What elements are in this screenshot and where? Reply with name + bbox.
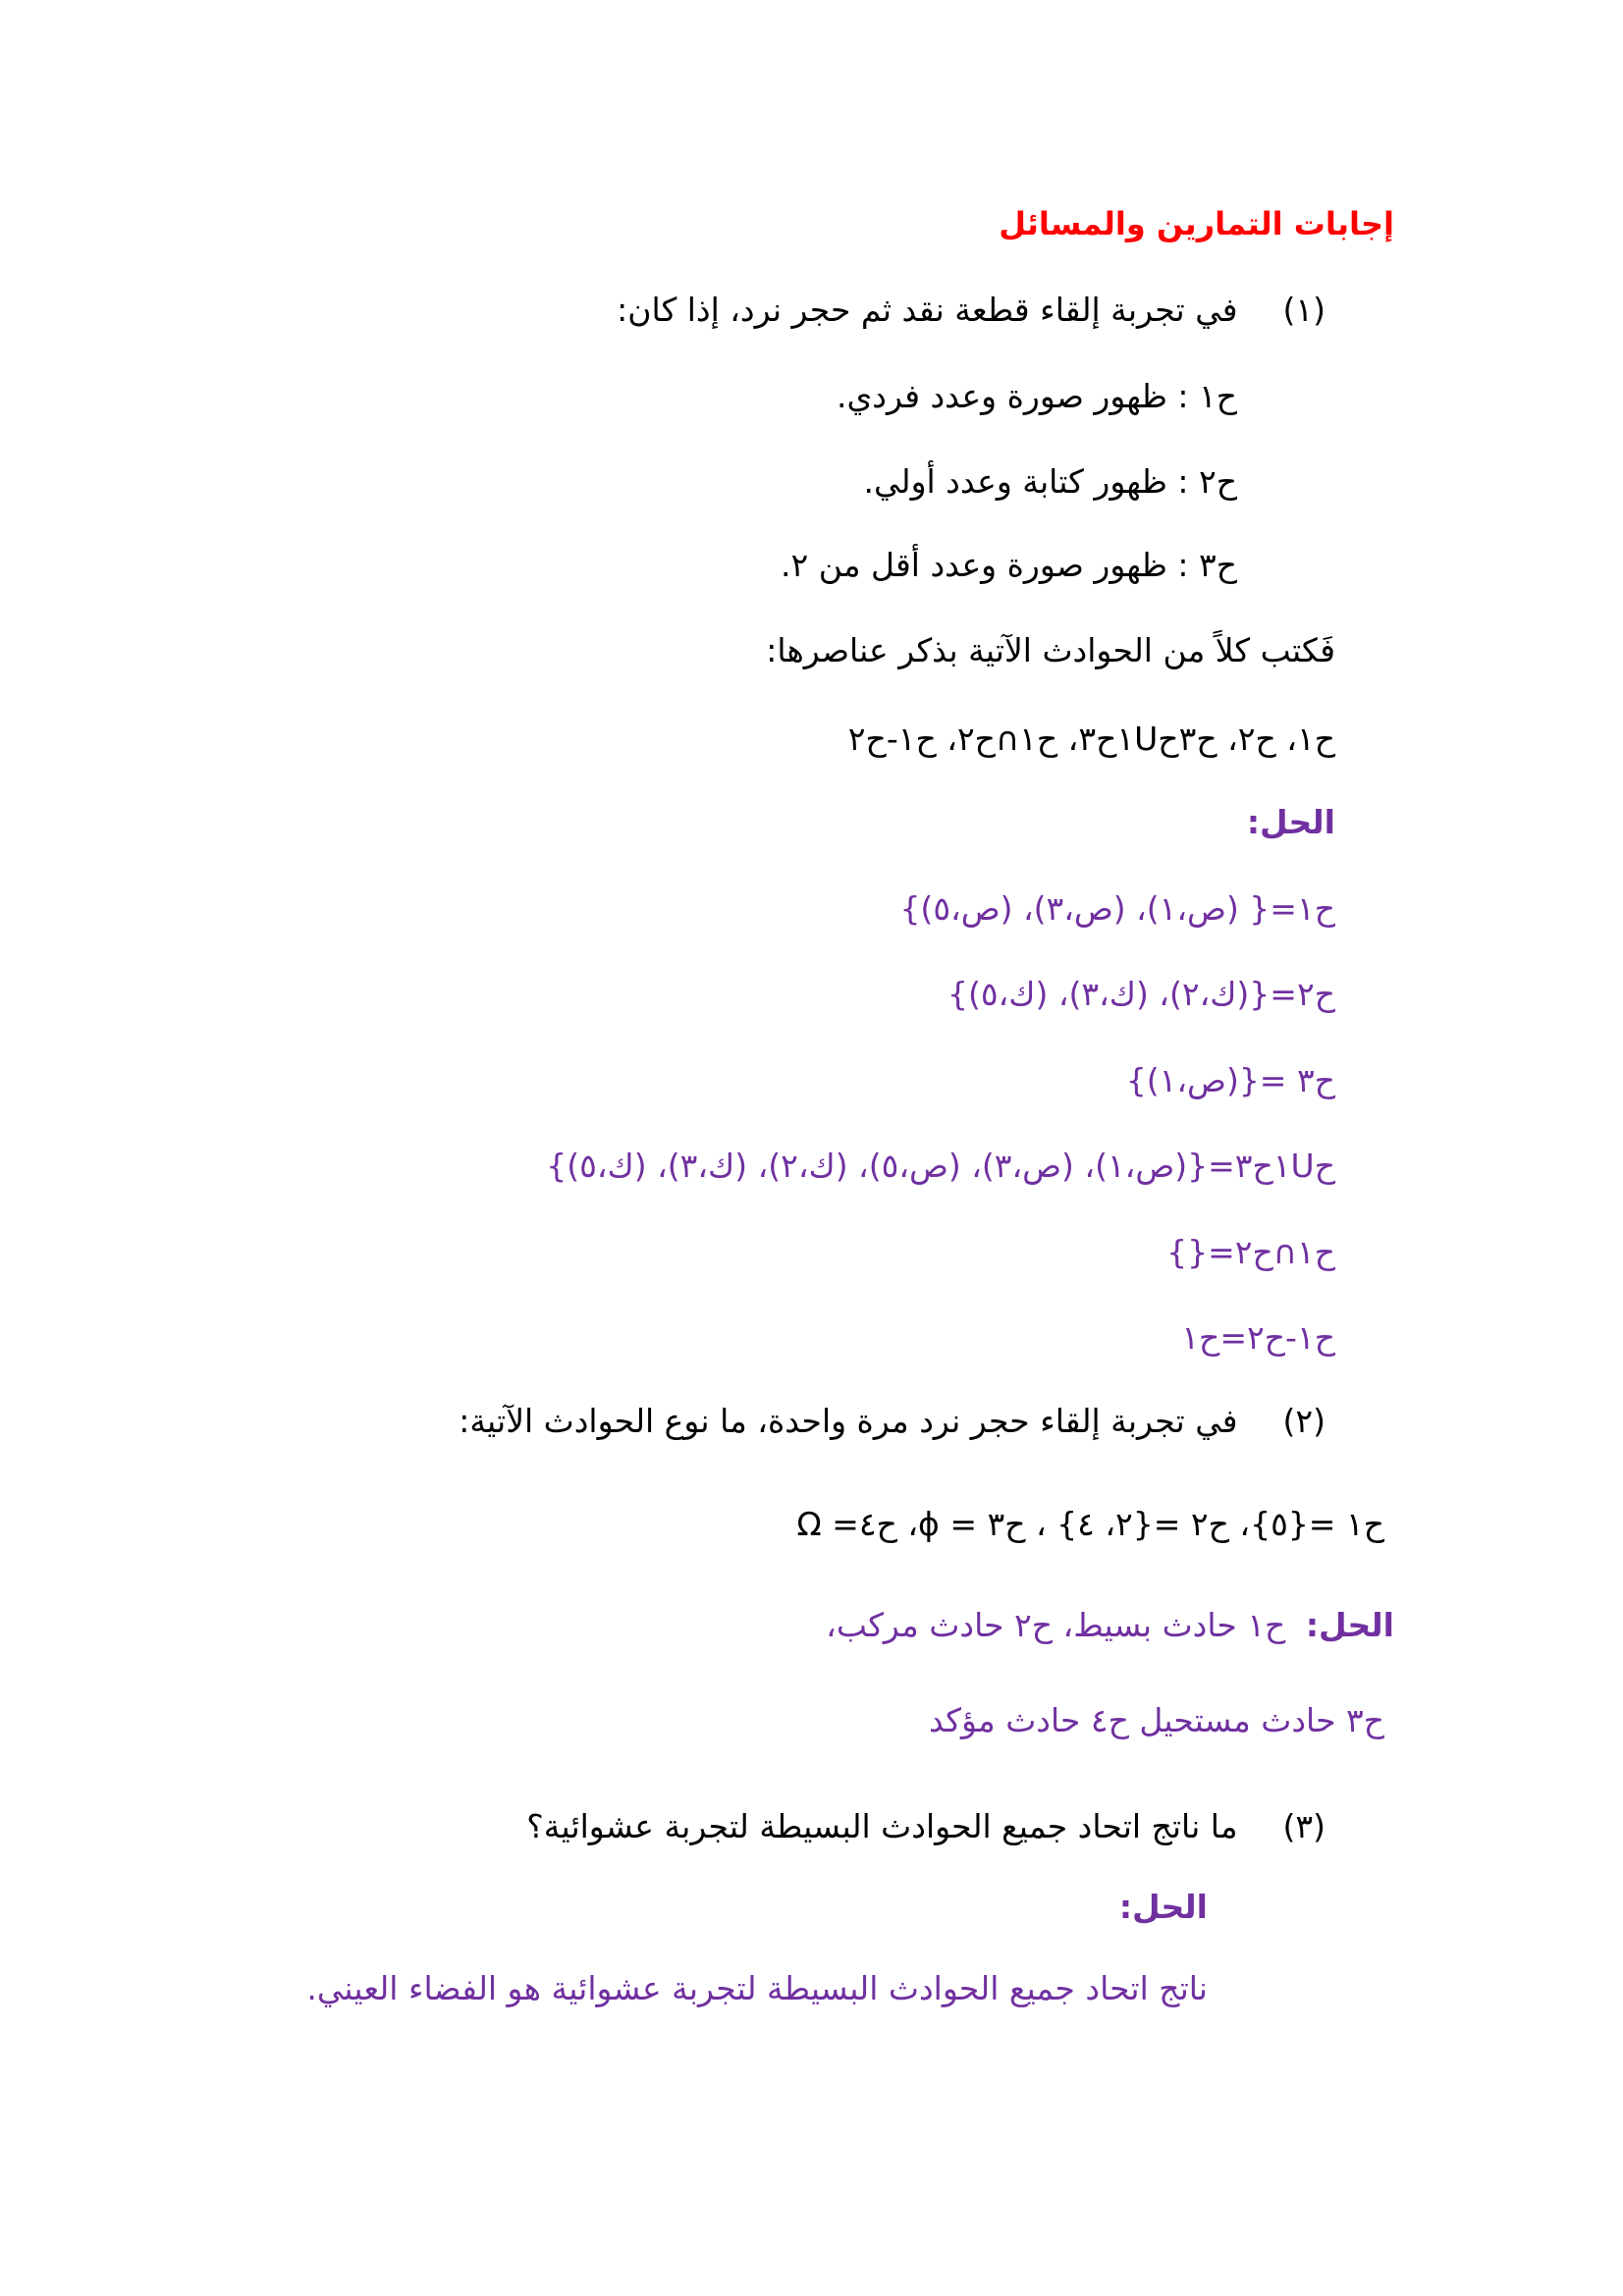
question-1-number: (١): [1282, 291, 1325, 329]
q3-answer: ناتج اتحاد جميع الحوادث البسيطة لتجربة عشوائية هو الفضاء العيني.: [306, 1969, 1208, 2007]
q1-answer-6: ح١-ح٢=ح١: [1181, 1318, 1335, 1357]
question-3: [526, 1804, 1325, 1853]
q2-solution-line-2: ح٣ حادث مستحيل ح٤ حادث مؤكد: [928, 1701, 1384, 1739]
q1-event-3: ح٣ : ظهور صورة وعدد أقل من ٢.: [781, 546, 1237, 584]
q1-instruction: فَكتب كلاً من الحوادث الآتية بذكر عناصرها:: [766, 631, 1335, 669]
question-2: [459, 1399, 1325, 1448]
q3-solution-label: الحل:: [1118, 1888, 1208, 1926]
question-2-number: (٢): [1282, 1402, 1325, 1440]
q1-events-list: ح١، ح٢، ح٣ح١Uح٣، ح١∩ح٢، ح١-ح٢: [847, 720, 1335, 758]
question-1-prompt: في تجربة إلقاء قطعة نقد ثم حجر نرد، إذا كان:: [617, 291, 1238, 329]
q1-answer-3: ح٣ ={(ص،١)}: [1125, 1061, 1335, 1099]
question-2-prompt: في تجربة إلقاء حجر نرد مرة واحدة، ما نوع الحوادث الآتية:: [459, 1402, 1238, 1440]
page-heading: إجابات التمارين والمسائل: [999, 205, 1394, 242]
q1-event-1: ح١ : ظهور صورة وعدد فردي.: [836, 377, 1237, 415]
question-3-number: (٣): [1282, 1807, 1325, 1845]
q2-events-line: ح١ ={٥}، ح٢ ={٢، ٤} ، ح٣ = ϕ، ح٤= Ω: [796, 1505, 1384, 1543]
q1-answer-4: ح١Uح٣={(ص،١)، (ص،٣)، (ص،٥)، (ك،٢)، (ك،٣)، (ك،٥)}: [546, 1147, 1335, 1185]
q1-answer-2: ح٢={(ك،٢)، (ك،٣)، (ك،٥)}: [947, 975, 1335, 1013]
q2-solution-line-1: ح١ حادث بسيط، ح٢ حادث مركب،: [826, 1606, 1286, 1644]
q1-answer-1: ح١={ (ص،١)، (ص،٣)، (ص،٥)}: [899, 889, 1335, 928]
question-3-prompt: ما ناتج اتحاد جميع الحوادث البسيطة لتجربة عشوائية؟: [526, 1807, 1238, 1845]
q2-solution-row-1: [826, 1603, 1394, 1652]
q1-event-2: ح٢ : ظهور كتابة وعدد أولي.: [863, 462, 1237, 501]
q2-solution-label: الحل:: [1305, 1606, 1394, 1644]
q1-solution-label: الحل:: [1246, 803, 1335, 841]
question-1: [617, 288, 1325, 337]
q1-answer-5: ح١∩ح٢={}: [1166, 1233, 1335, 1271]
